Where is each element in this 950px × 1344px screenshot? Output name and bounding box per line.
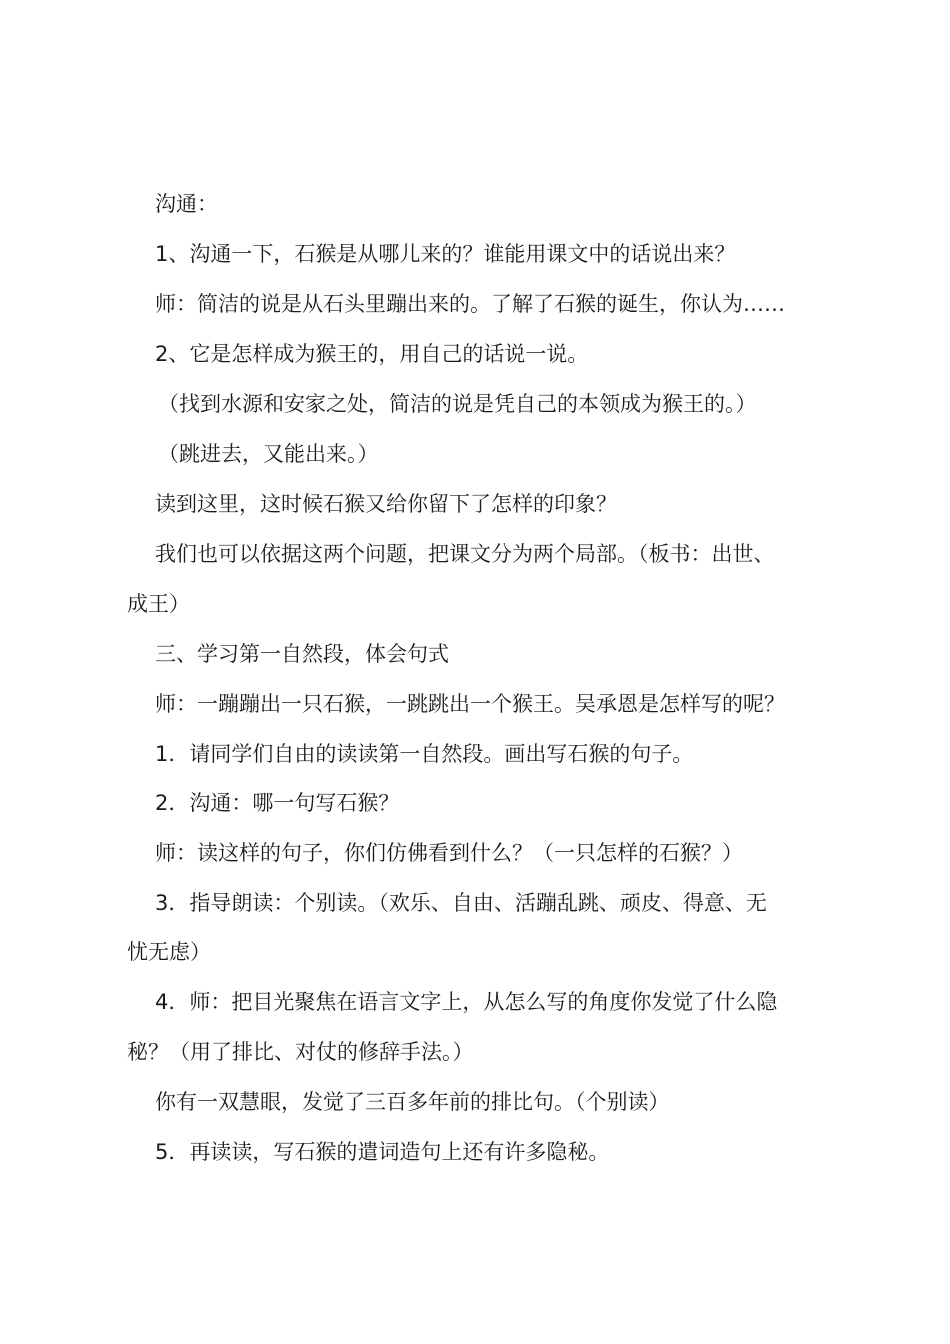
text-line: 沟通： bbox=[155, 192, 218, 216]
text-line: 1、沟通一下，石猴是从哪儿来的？谁能用课文中的话说出来？ bbox=[155, 242, 736, 266]
section-heading: 三、学习第一自然段，体会句式 bbox=[155, 642, 449, 666]
text-line: 3．指导朗读：个别读。（欢乐、自由、活蹦乱跳、顽皮、得意、无 bbox=[155, 891, 767, 915]
text-line: 成王） bbox=[127, 592, 190, 616]
text-line: 读到这里，这时候石猴又给你留下了怎样的印象？ bbox=[155, 492, 617, 516]
text-line: 5．再读读，写石猴的遣词造句上还有许多隐秘。 bbox=[155, 1140, 610, 1164]
text-line: 师：一蹦蹦出一只石猴，一跳跳出一个猴王。吴承恩是怎样写的呢？ bbox=[155, 692, 785, 716]
text-line: 你有一双慧眼，发觉了三百多年前的排比句。（个别读） bbox=[155, 1090, 670, 1114]
text-line: 忧无虑） bbox=[127, 940, 211, 964]
text-line: 1．请同学们自由的读读第一自然段。画出写石猴的句子。 bbox=[155, 742, 694, 766]
text-line: 秘？（用了排比、对仗的修辞手法。） bbox=[127, 1040, 474, 1064]
text-line: 4．师：把目光聚焦在语言文字上，从怎么写的角度你发觉了什么隐 bbox=[155, 990, 778, 1014]
text-line: 师：简洁的说是从石头里蹦出来的。了解了石猴的诞生，你认为…… bbox=[155, 292, 785, 316]
text-line: （跳进去，又能出来。） bbox=[158, 442, 379, 466]
text-line: 2、它是怎样成为猴王的，用自己的话说一说。 bbox=[155, 342, 589, 366]
text-line: 2．沟通：哪一句写石猴？ bbox=[155, 791, 400, 815]
text-line: 师：读这样的句子，你们仿佛看到什么？（一只怎样的石猴？） bbox=[155, 841, 743, 865]
text-line: （找到水源和安家之处，简洁的说是凭自己的本领成为猴王的。） bbox=[158, 392, 757, 416]
text-line: 我们也可以依据这两个问题，把课文分为两个局部。（板书：出世、 bbox=[155, 542, 775, 566]
